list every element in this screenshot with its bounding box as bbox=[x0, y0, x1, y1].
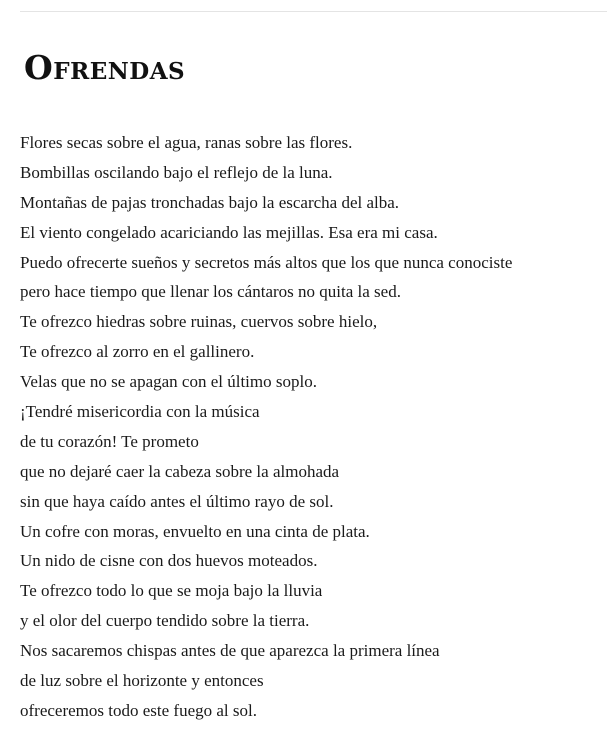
poem-line: pero hace tiempo que llenar los cántaros no quita la sed. bbox=[20, 282, 401, 302]
poem-line: de tu corazón! Te prometo bbox=[20, 431, 199, 451]
poem-line: Te ofrezco al zorro en el gallinero. bbox=[20, 342, 255, 362]
poem-line: Te ofrezco todo lo que se moja bajo la lluvia bbox=[20, 581, 323, 601]
top-divider bbox=[20, 11, 607, 12]
poem-line: ¡Tendré misericordia con la música bbox=[20, 402, 260, 422]
poem-line: El viento congelado acariciando las mejillas. Esa era mi casa. bbox=[20, 222, 438, 242]
poem-line: que no dejaré caer la cabeza sobre la almohada bbox=[20, 461, 340, 481]
poem-line: Nos sacaremos chispas antes de que aparezca la primera línea bbox=[20, 641, 440, 661]
poem-line: Bombillas oscilando bajo el reflejo de la luna. bbox=[20, 162, 333, 182]
poem-line: Te ofrezco hiedras sobre ruinas, cuervos sobre hielo, bbox=[20, 312, 378, 332]
poem-line: Puedo ofrecerte sueños y secretos más altos que los que nunca conociste bbox=[20, 252, 513, 272]
poem-line: y el olor del cuerpo tendido sobre la tierra. bbox=[20, 611, 310, 631]
poem-line: Flores secas sobre el agua, ranas sobre las flores. bbox=[20, 133, 353, 152]
poem-line: ofreceremos todo este fuego al sol. bbox=[20, 700, 257, 720]
poem-body bbox=[20, 128, 607, 726]
poem-title: Ofrendas bbox=[24, 48, 186, 87]
poem-line: Un cofre con moras, envuelto en una cinta de plata. bbox=[20, 521, 370, 541]
poem-line: sin que haya caído antes el último rayo de sol. bbox=[20, 491, 334, 511]
poem-line: de luz sobre el horizonte y entonces bbox=[20, 671, 264, 691]
poem-line: Un nido de cisne con dos huevos moteados. bbox=[20, 551, 318, 571]
poem-line: Montañas de pajas tronchadas bajo la escarcha del alba. bbox=[20, 192, 400, 212]
poem-line: Velas que no se apagan con el último soplo. bbox=[20, 372, 317, 392]
